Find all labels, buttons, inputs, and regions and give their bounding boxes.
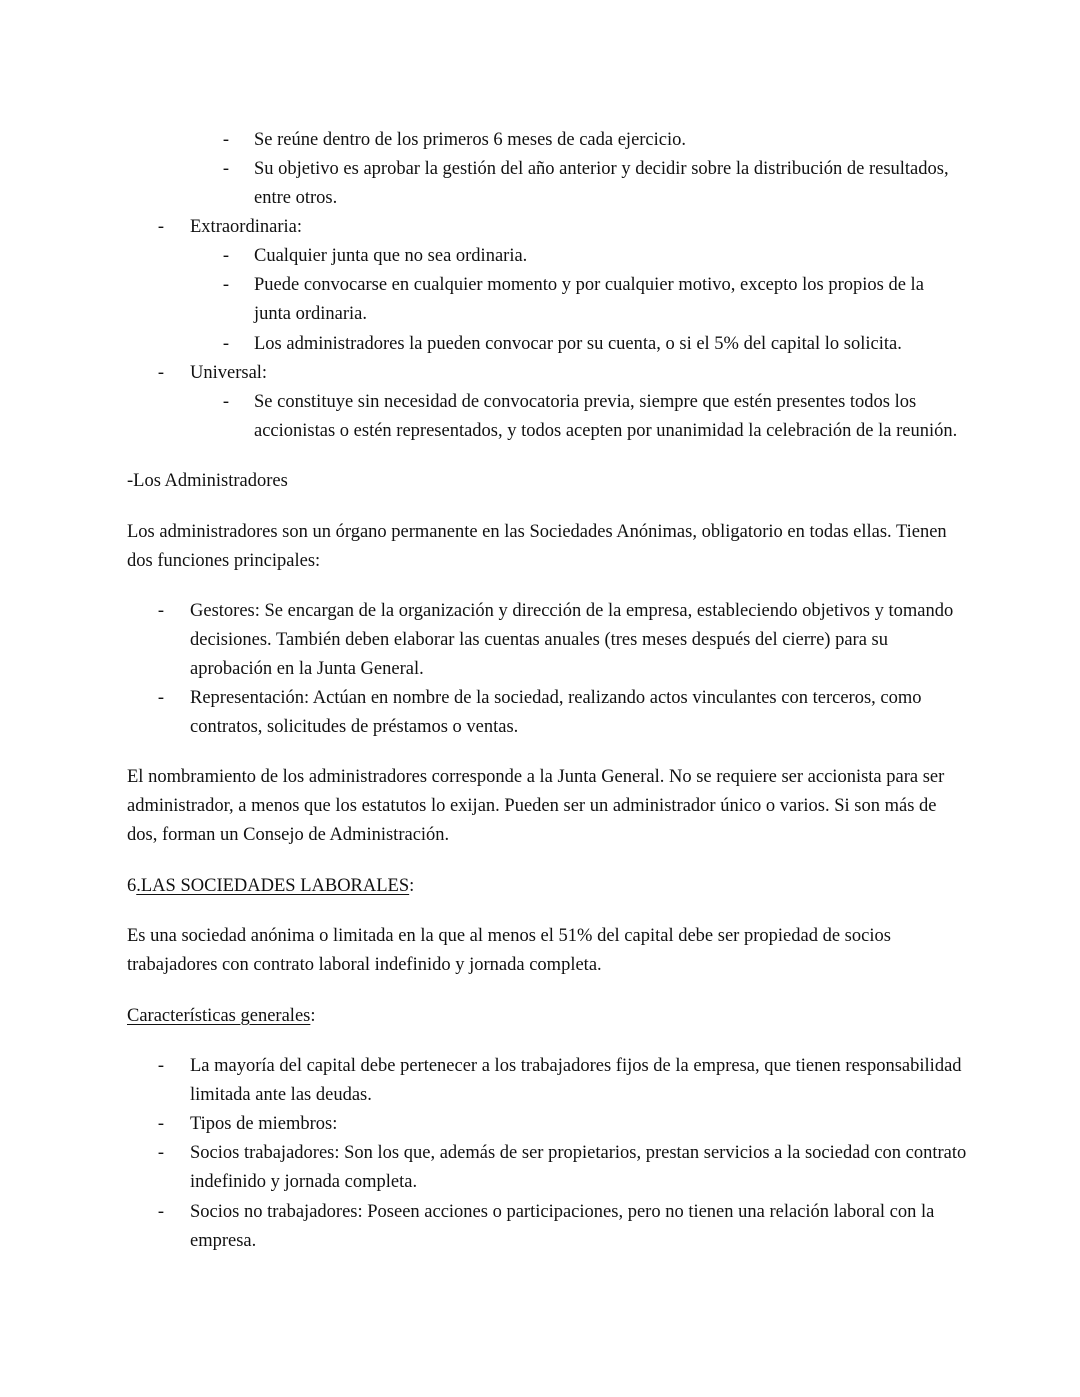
- heading-colon: :: [409, 876, 415, 896]
- bullet-dash: -: [157, 1202, 165, 1222]
- list-item-text: Socios no trabajadores: Poseen acciones o participaciones, pero no tienen una relación laboral con la: [190, 1202, 935, 1222]
- bullet-dash: -: [157, 688, 165, 708]
- bullet-dash: -: [157, 601, 165, 621]
- bullet-dash: -: [222, 334, 230, 354]
- bullet-dash: -: [222, 130, 230, 150]
- bullet-dash: -: [157, 217, 165, 237]
- paragraph-line: dos funciones principales:: [127, 551, 321, 571]
- list-item-text-continued: contratos, solicitudes de préstamos o ventas.: [190, 717, 519, 737]
- list-item-text: Los administradores la pueden convocar por su cuenta, o si el 5% del capital lo solicita.: [254, 334, 902, 354]
- paragraph-line: Los administradores son un órgano permanente en las Sociedades Anónimas, obligatorio en todas ellas. Tienen: [127, 522, 947, 542]
- list-item-text: Se constituye sin necesidad de convocatoria previa, siempre que estén presentes todos los: [254, 392, 917, 412]
- list-item-text: Cualquier junta que no sea ordinaria.: [254, 246, 528, 266]
- subheading-caracteristicas: [127, 1002, 316, 1031]
- list-item-text-continued: limitada ante las deudas.: [190, 1085, 372, 1105]
- list-item-text-continued: decisiones. También deben elaborar las cuentas anuales (tres meses después del cierre) para su: [190, 630, 888, 650]
- list-item-text: Puede convocarse en cualquier momento y por cualquier motivo, excepto los propios de la: [254, 275, 924, 295]
- list-item-extraordinaria: Extraordinaria:: [190, 217, 302, 237]
- list-item-text: Tipos de miembros:: [190, 1114, 338, 1134]
- list-item-text: La mayoría del capital debe pertenecer a los trabajadores fijos de la empresa, que tienen responsabilidad: [190, 1056, 962, 1076]
- bullet-dash: -: [157, 363, 165, 383]
- list-item-text-continued: accionistas o estén representados, y todos acepten por unanimidad la celebración de la reunión.: [254, 421, 958, 441]
- bullet-dash: -: [222, 159, 230, 179]
- list-item-text: Se reúne dentro de los primeros 6 meses de cada ejercicio.: [254, 130, 687, 150]
- bullet-dash: -: [157, 1143, 165, 1163]
- list-item-text-continued: indefinido y jornada completa.: [190, 1172, 418, 1192]
- list-item-text: Representación: Actúan en nombre de la sociedad, realizando actos vinculantes con terceros, como: [190, 688, 922, 708]
- bullet-dash: -: [222, 275, 230, 295]
- list-item-text-continued: entre otros.: [254, 188, 338, 208]
- subheading-colon: :: [310, 1006, 316, 1026]
- bullet-dash: -: [157, 1056, 165, 1076]
- list-item-text-continued: empresa.: [190, 1231, 257, 1251]
- paragraph-line: El nombramiento de los administradores corresponde a la Junta General. No se requiere ser accionista para ser: [127, 767, 945, 787]
- paragraph-line: administrador, a menos que los estatutos lo exijan. Pueden ser un administrador único o varios. Si son más de: [127, 796, 937, 816]
- list-item-universal: Universal:: [190, 363, 268, 383]
- bullet-dash: -: [222, 246, 230, 266]
- list-item-text: Socios trabajadores: Son los que, además de ser propietarios, prestan servicios a la sociedad con contrato: [190, 1143, 967, 1163]
- section-heading-sociedades-laborales: [127, 872, 414, 901]
- list-item-text-continued: junta ordinaria.: [254, 304, 368, 324]
- paragraph-line: trabajadores con contrato laboral indefinido y jornada completa.: [127, 955, 602, 975]
- bullet-dash: -: [222, 392, 230, 412]
- list-item-text-continued: aprobación en la Junta General.: [190, 659, 424, 679]
- paragraph-line: Es una sociedad anónima o limitada en la que al menos el 51% del capital debe ser propiedad de socios: [127, 926, 891, 946]
- heading-number: 6: [127, 876, 137, 896]
- list-item-text: Gestores: Se encargan de la organización y dirección de la empresa, estableciendo objetivos y tomando: [190, 601, 954, 621]
- heading-title: .LAS SOCIEDADES LABORALES: [136, 876, 410, 896]
- bullet-dash: -: [157, 1114, 165, 1134]
- section-heading-administradores: -Los Administradores: [127, 471, 288, 491]
- paragraph-line: dos, forman un Consejo de Administración.: [127, 825, 450, 845]
- subheading-label: Características generales: [127, 1006, 311, 1026]
- list-item-text: Su objetivo es aprobar la gestión del año anterior y decidir sobre la distribución de resultados,: [254, 159, 949, 179]
